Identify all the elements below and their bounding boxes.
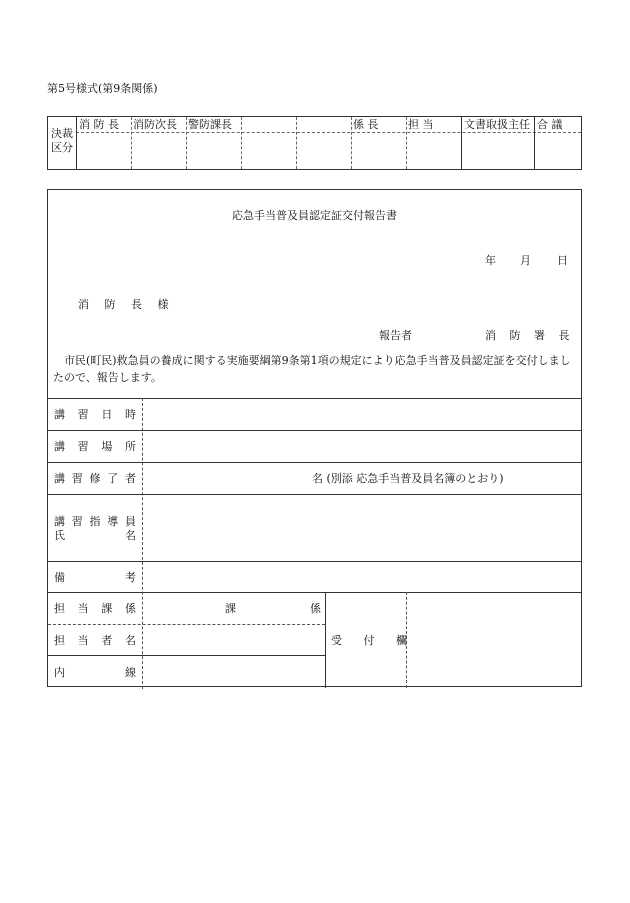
date-year: 年	[485, 254, 496, 267]
training-place-label: 講 習 場 所	[54, 440, 136, 453]
form-number: 第5号様式(第9条関係)	[47, 82, 158, 95]
report-form	[47, 189, 582, 687]
approval-head-chief: 消 防 長	[79, 118, 119, 131]
instructor-label: 講 習 指 導 員	[54, 515, 136, 528]
reception-label: 受 付 欄	[331, 634, 416, 647]
report-body: 市民(町民)救急員の養成に関する実施要綱第9条第1項の規定により応急手当普及員認定証を交付しましたので、報告します。	[53, 354, 571, 384]
approval-head-consult: 合 議	[537, 118, 563, 131]
person-label: 担 当 者 名	[54, 634, 136, 647]
remarks-label: 備 考	[54, 571, 136, 584]
approval-head-document: 文書取扱主任	[464, 118, 530, 131]
date-month: 月	[520, 254, 531, 267]
addressee: 消 防 長 様	[78, 298, 175, 311]
approval-head-deputy: 消防次長	[133, 118, 177, 131]
reporter-name: 消 防 署 長	[485, 329, 575, 342]
section-ka: 課	[225, 602, 236, 615]
approval-head-division: 警防課長	[188, 118, 232, 131]
completers-value: 名 (別添 応急手当普及員名簿のとおり)	[312, 472, 504, 485]
completers-label: 講 習 修 了 者	[54, 472, 136, 485]
extension-label: 内 線	[54, 666, 136, 679]
section-kakari: 係	[310, 602, 321, 615]
report-title: 応急手当普及員認定証交付報告書	[232, 209, 397, 222]
instructor-name-label: 氏 名	[54, 529, 136, 542]
section-label: 担 当 課 係	[54, 602, 136, 615]
approval-header-divider	[76, 132, 581, 133]
approval-row-label: 決裁 区分	[51, 127, 73, 154]
approval-head-section: 係 長	[353, 118, 379, 131]
approval-head-staff: 担 当	[408, 118, 434, 131]
training-date-label: 講 習 日 時	[54, 408, 136, 421]
approval-table	[47, 116, 582, 170]
reporter-label: 報告者	[379, 329, 412, 342]
date-day: 日	[557, 254, 568, 267]
